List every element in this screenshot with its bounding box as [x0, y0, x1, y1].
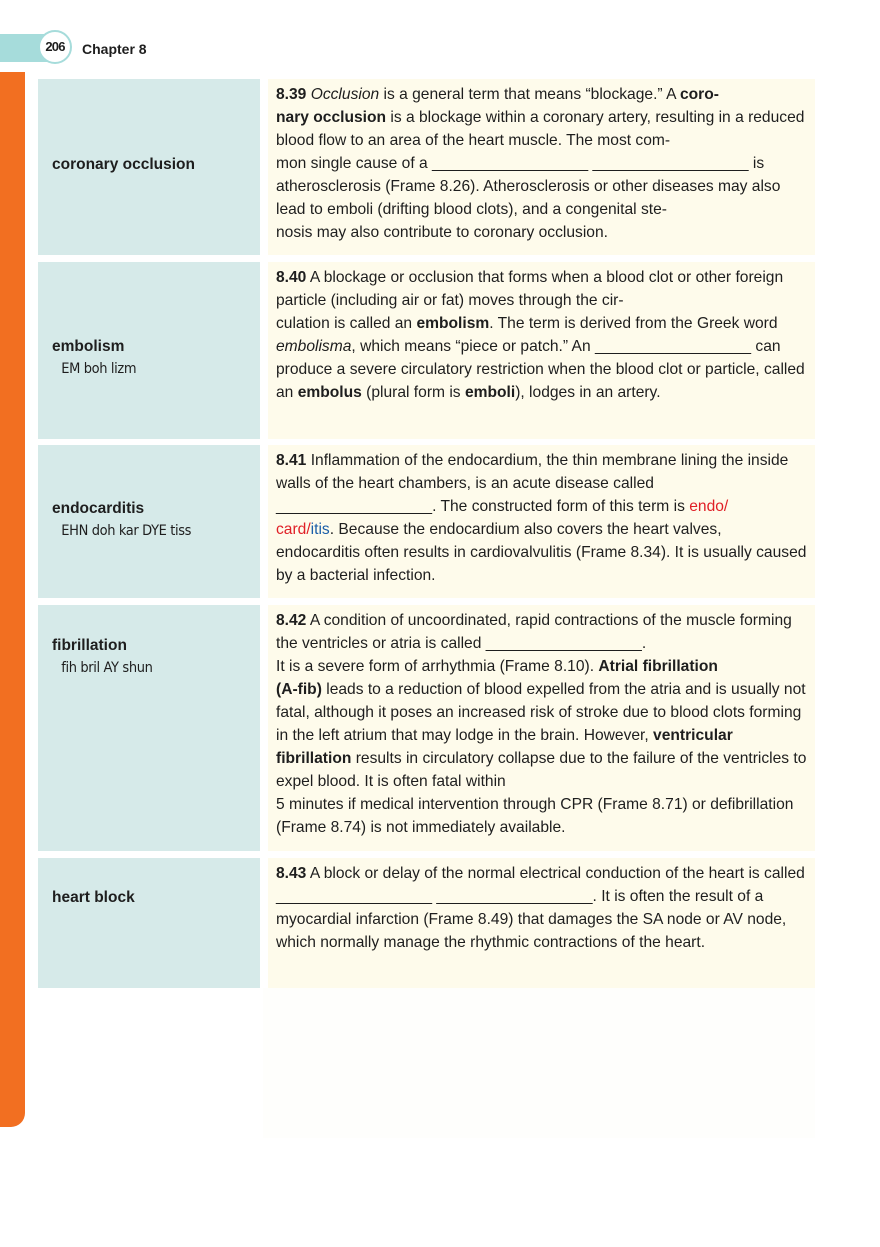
- chapter-label: Chapter 8: [82, 41, 147, 57]
- word-part-prefix-root: endo/ card/: [276, 498, 729, 538]
- frame-text: [276, 612, 806, 836]
- frame-number: 8.40: [276, 269, 307, 286]
- frame-text-cell: [268, 858, 815, 988]
- frame-paragraph: [276, 609, 809, 839]
- word-part-suffix: itis: [310, 521, 330, 538]
- page-number: 206: [38, 30, 72, 64]
- frame-number: 8.41: [276, 452, 307, 469]
- term: endocarditis: [52, 500, 145, 517]
- text-run: embolism: [416, 315, 490, 332]
- frame-text: [276, 865, 805, 951]
- text-run: (plural form is: [361, 384, 465, 401]
- frame-number: 8.43: [276, 865, 307, 882]
- frame-number: 8.39: [276, 86, 307, 103]
- frame-8-39: [38, 79, 815, 255]
- term-cell: [38, 262, 260, 439]
- frame-paragraph: [276, 266, 809, 404]
- frame-text: [276, 86, 804, 241]
- text-run: A blockage or occlusion that forms when a blood clot or other foreign particle (including air or fat) moves through the cir- culation is called an: [276, 269, 784, 332]
- text-run: is a general term that means “blockage.” A: [379, 86, 680, 103]
- text-run: embolisma: [276, 338, 352, 355]
- frame-text-cell: [268, 79, 815, 255]
- frame-text-cell: [268, 605, 815, 851]
- term: fibrillation: [52, 637, 127, 654]
- text-run: A block or delay of the normal electrical conduction of the heart is called __________________ __________________. It is often the result of a myocardial infarction (Frame 8.49) that damages the SA node or AV node, which normally manage the rhythmic contractions of the heart.: [276, 865, 805, 951]
- pronunciation: EHN doh kar DYE tiss: [61, 523, 192, 539]
- text-run: . Because the endocardium also covers the heart valves, endocarditis often results in cardiovalvulitis (Frame 8.34). It is usually caused by a bacterial infection.: [276, 521, 807, 584]
- frame-8-41: [38, 445, 815, 598]
- frame-8-40: [38, 262, 815, 439]
- text-run: , which means “piece or patch.” An __________________ can produce a severe circulatory restriction when the blood clot or particle, called an: [276, 338, 805, 401]
- text-run: Occlusion: [310, 86, 380, 103]
- frame-paragraph: [276, 449, 809, 587]
- term-cell: [38, 858, 260, 988]
- frame-text-cell: [268, 262, 815, 439]
- term: heart block: [52, 889, 135, 906]
- text-run: leads to a reduction of blood expelled from the atria and is usually not fatal, although it poses an increased risk of stroke due to blood clots forming in the left atrium that may lodge in the brain. However,: [276, 681, 806, 744]
- chapter-side-tab: [0, 72, 25, 1127]
- text-run: . The term is derived from the Greek word: [489, 315, 778, 332]
- text-run: is a blockage within a coronary artery, resulting in a reduced blood flow to an area of the heart muscle. The most com- mon single cause of a __________________ __________________ is atherosclerosis (Frame 8.26). Atherosclerosis or other diseases may also lead to emboli (drifting blood clots), and a congenital ste- nosis may also contribute to coronary occlusion.: [276, 109, 805, 241]
- text-run: embolus: [297, 384, 362, 401]
- frame-paragraph: [276, 83, 809, 244]
- text-run: ventricular fibrillation: [276, 727, 733, 767]
- text-run: results in circulatory collapse due to the failure of the ventricles to expel blood. It is often fatal within 5 minutes if medical intervention through CPR (Frame 8.71) or defibrillation (Frame 8.74) is not immediately available.: [276, 750, 807, 836]
- frame-text: [276, 269, 805, 401]
- pronunciation: fih bril AY shun: [61, 660, 153, 676]
- text-run: ), lodges in an artery.: [515, 384, 661, 401]
- frame-8-42: [38, 605, 815, 851]
- text-run: emboli: [464, 384, 516, 401]
- term: coronary occlusion: [52, 156, 195, 173]
- pronunciation: EM boh lizm: [61, 361, 137, 377]
- text-run: coro- nary occlusion: [276, 86, 719, 126]
- term-cell: [38, 79, 260, 255]
- page-blank-area: [263, 988, 815, 1138]
- text-run: Inflammation of the endocardium, the thin membrane lining the inside walls of the heart chambers, is an acute disease called __________________. The constructed form of this term is: [276, 452, 789, 515]
- frame-text-cell: [268, 445, 815, 598]
- frame-8-43: [38, 858, 815, 988]
- frame-text: [276, 452, 806, 584]
- text-run: Atrial fibrillation (A-fib): [276, 658, 718, 698]
- frame-paragraph: [276, 862, 809, 954]
- term-cell: [38, 445, 260, 598]
- term-cell: [38, 605, 260, 851]
- text-run: A condition of uncoordinated, rapid contractions of the muscle forming the ventricles or atria is called __________________. It is a severe form of arrhythmia (Frame 8.10).: [276, 612, 792, 675]
- frame-number: 8.42: [276, 612, 307, 629]
- term: embolism: [52, 338, 125, 355]
